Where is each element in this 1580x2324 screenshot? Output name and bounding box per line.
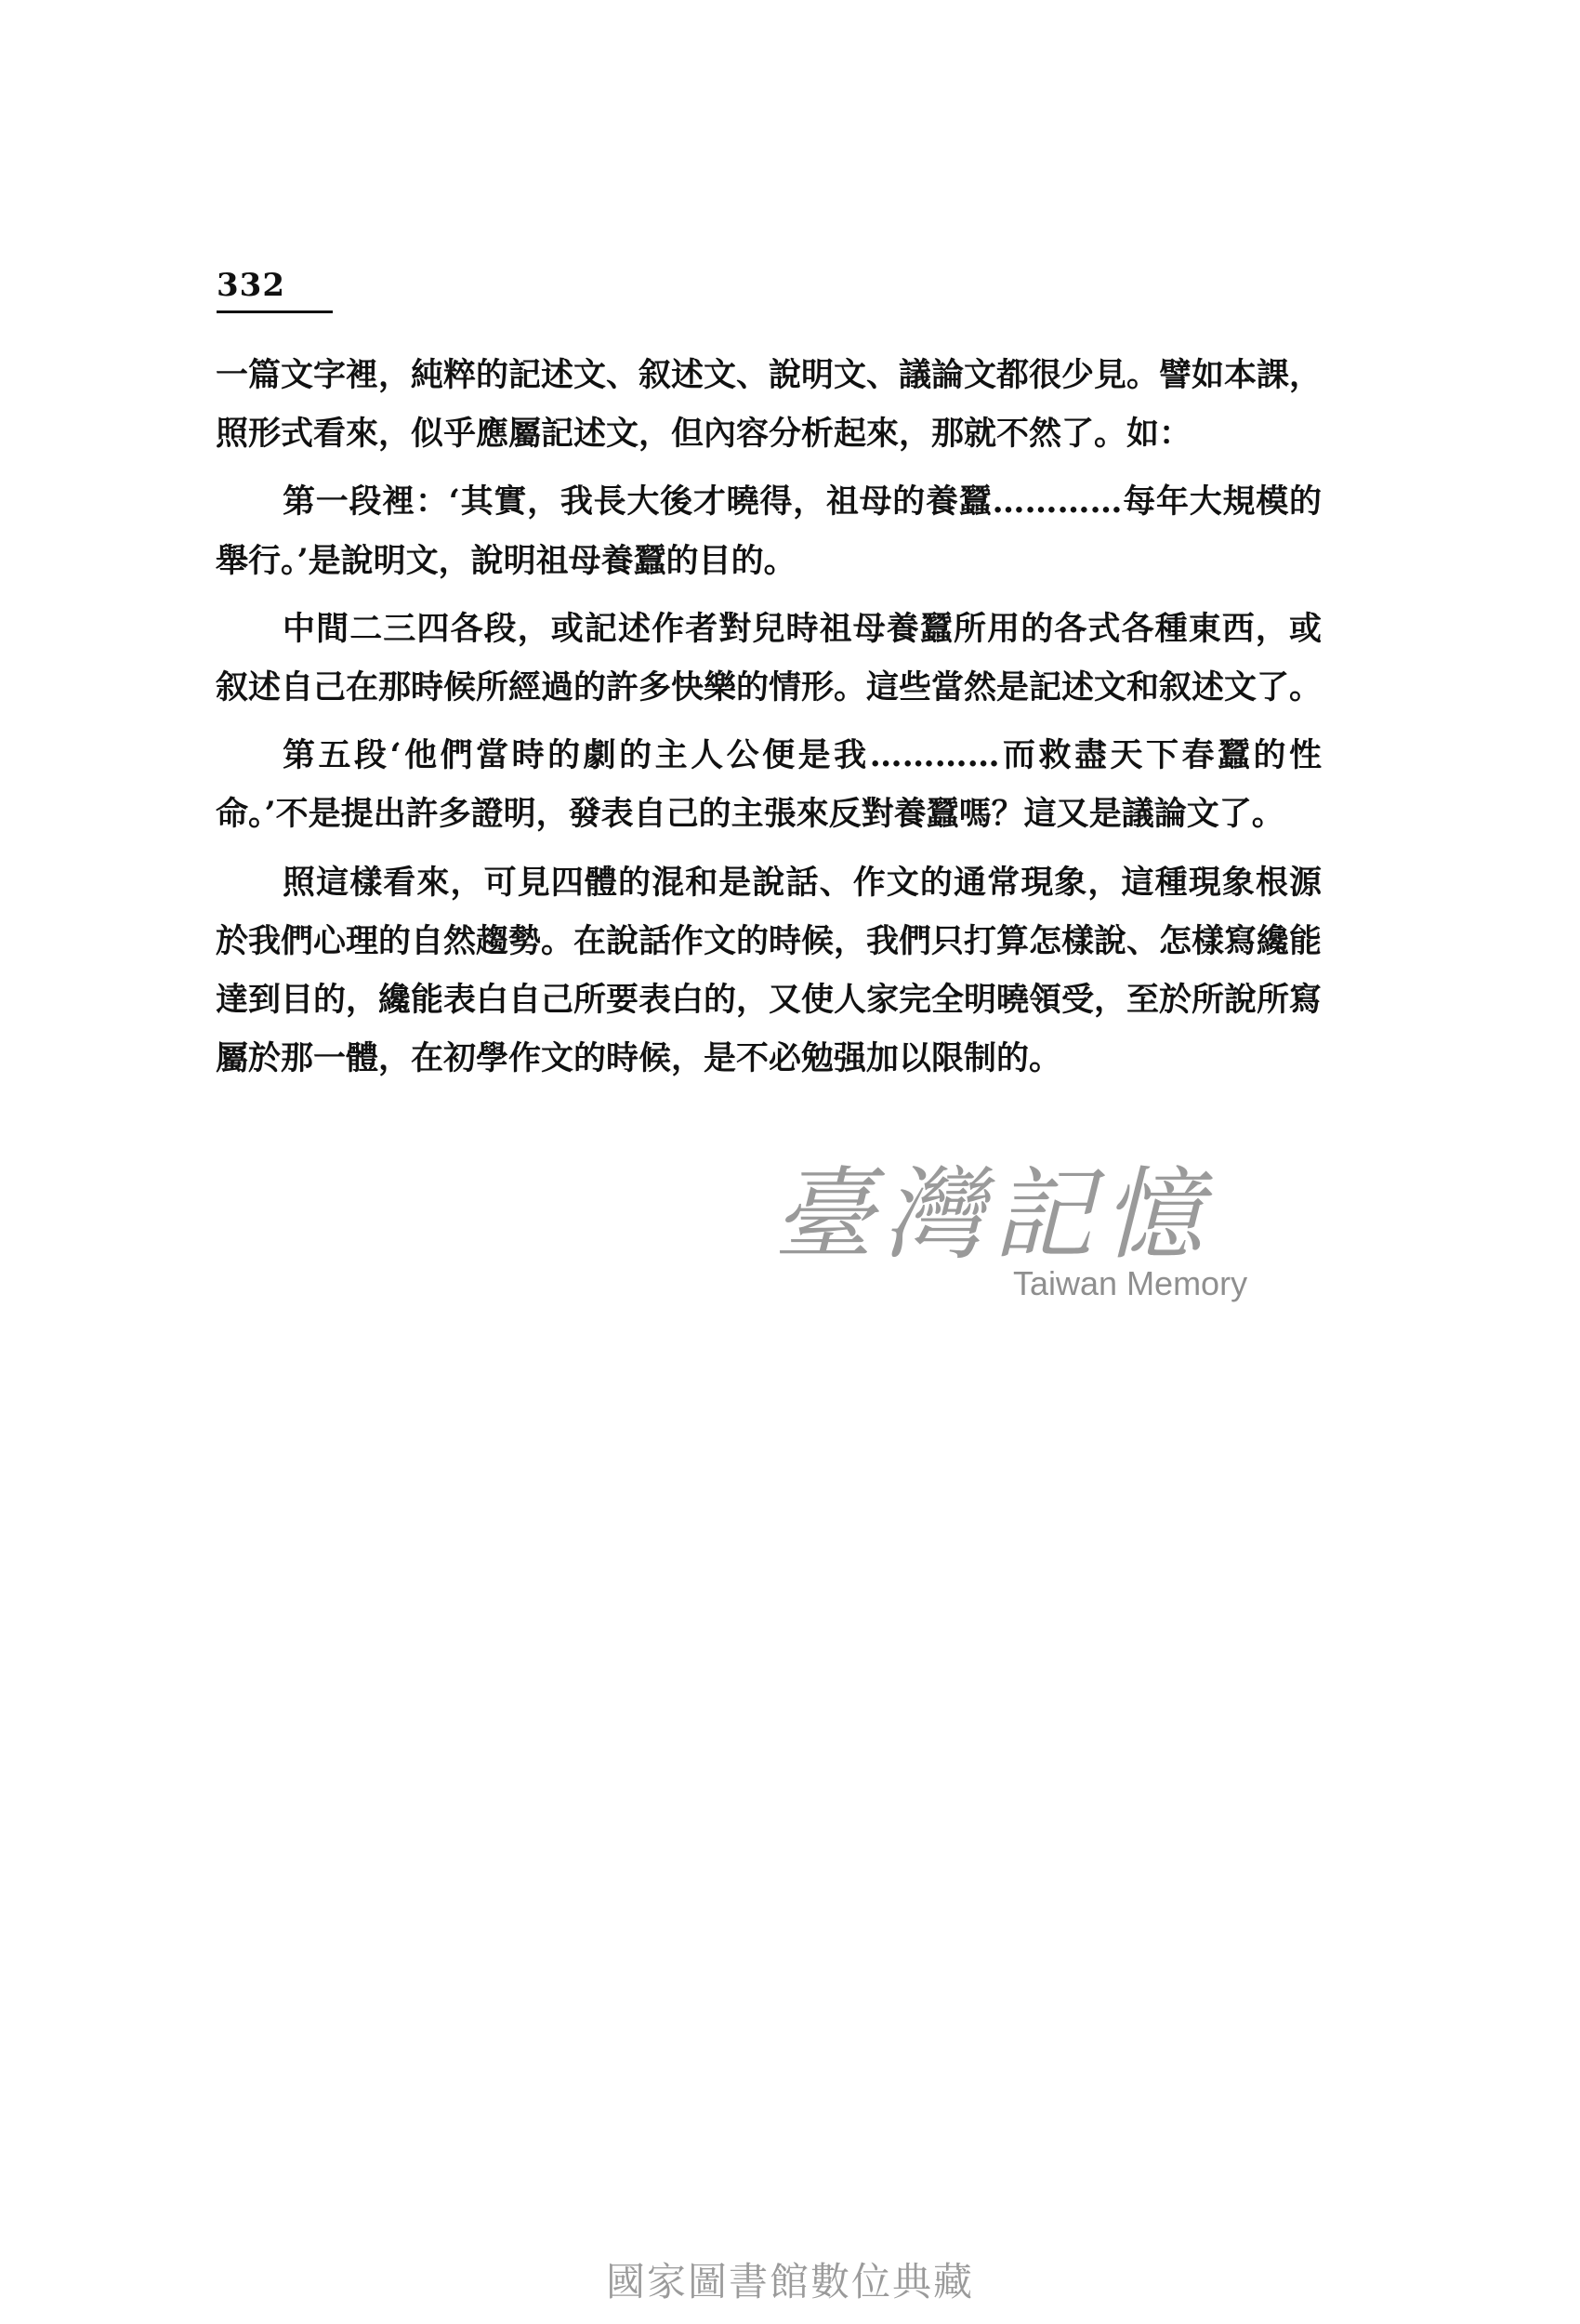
taiwan-memory-watermark bbox=[773, 1157, 1257, 1318]
page-number: 332 bbox=[217, 267, 285, 304]
watermark-chinese: 臺灣記憶 bbox=[773, 1157, 1213, 1274]
footer-archive-label: 國家圖書館數位典藏 bbox=[605, 2259, 974, 2304]
paragraph-2: 第一段裡：‘其實，我長大後才曉得，祖母的養蠶…………每年大規模的舉行。’是說明文，說明祖母養蠶的目的。 bbox=[216, 482, 1322, 580]
page-number-rule bbox=[217, 310, 333, 313]
paragraph-3: 中間二三四各段，或記述作者對兒時祖母養蠶所用的各式各種東西，或叙述自己在那時候所經過的許多快樂的情形。這些當然是記述文和叙述文了。 bbox=[216, 609, 1323, 707]
watermark-english: Taiwan Memory bbox=[1013, 1264, 1248, 1302]
paragraph-1: 一篇文字裡，純粹的記述文、叙述文、說明文、議論文都很少見。譬如本課，照形式看來，似乎應屬記述文，但內容分析起來，那就不然了。如： bbox=[216, 356, 1323, 454]
paragraph-4: 第五段‘他們當時的劇的主人公便是我…………而救盡天下春蠶的性命。’不是提出許多證明，發表自己的主張來反對養蠶嗎？這又是議論文了。 bbox=[216, 736, 1322, 834]
body-text bbox=[216, 346, 1322, 1097]
paragraph-5: 照這樣看來，可見四體的混和是說話、作文的通常現象，這種現象根源於我們心理的自然趨勢。在說話作文的時候，我們只打算怎樣說、怎樣寫纔能達到目的，纔能表白自己所要表白的，又使人家完全明曉領受，至於所說所寫屬於那一體，在初學作文的時候，是不必勉强加以限制的。 bbox=[216, 863, 1323, 1078]
